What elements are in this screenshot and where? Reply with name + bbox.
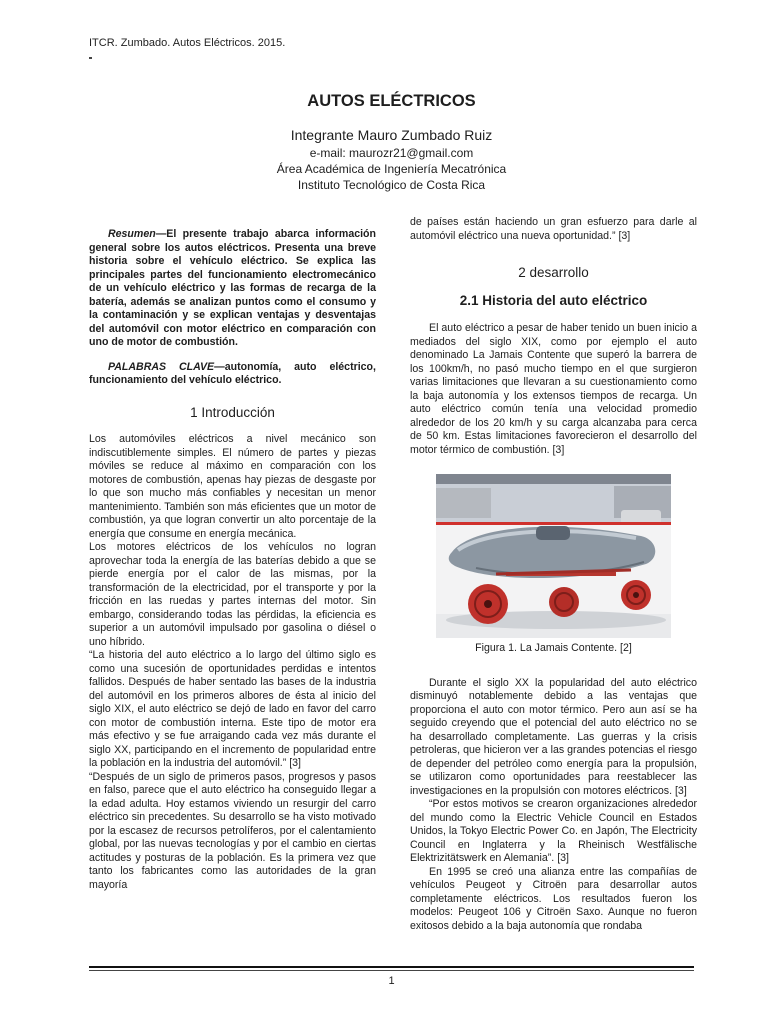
history-paragraph: “Por estos motivos se crearon organizaciones alrededor del mundo como la Electric Vehicle Council en Estados Unidos, la Tokyo Electric Power Co. en Japón, The Electricity Council en Inglaterra y la Rheinisch Westfälische Elektrizitätswerk en Alemania”. [3]	[410, 798, 697, 864]
footer-rule	[89, 966, 694, 968]
intro-paragraph: Los automóviles eléctricos a nivel mecánico son indiscutiblemente simples. El número de partes y piezas móviles se reduce al máximo en comparación con los motores de combustión, apenas hay piezas de desgaste por lo que son mucho más confiables y necesitan un menor mantenimiento. También son más eficientes que un motor de combustión, ya que logran convertir un alto porcentaje de la energía que consume en energía mecánica.	[89, 433, 376, 540]
history-paragraph: En 1995 se creó una alianza entre las compañías de vehículos Peugeot y Citroën para desarrollar autos completamente eléctricos. Los resultados fueron los modelos: Peugeot 106 y Citroën Saxo. Aunque no fueron exitosos debido a la baja autonomía que rondaba	[410, 865, 697, 932]
abstract-text: —El presente trabajo abarca información general sobre los autos eléctricos. Presenta una breve historia sobre el vehículo eléctrico. Se explica las principales partes del funcionamiento electromecánico de un vehículo eléctrico y las formas de recarga de la batería, además se analizan puntos como el consumo y la contaminación y se explican ventajas y desventajas del automóvil con motor eléctrico en comparación con uno de motor de combustión.	[89, 228, 376, 348]
footer-rule-thin	[89, 970, 694, 971]
keywords	[89, 361, 376, 388]
figure-caption: Figura 1. La Jamais Contente. [2]	[475, 642, 632, 654]
left-column	[89, 228, 376, 892]
section-heading-desarrollo: 2 desarrollo	[518, 265, 589, 280]
keywords-text: —autonomía, auto eléctrico, funcionamiento del vehículo eléctrico.	[89, 360, 376, 386]
keywords-label: PALABRAS CLAVE	[108, 360, 215, 373]
section-heading-introduccion: 1 Introducción	[190, 404, 275, 420]
paper-title: AUTOS ELÉCTRICOS	[307, 92, 476, 110]
figure-jamais-contente	[436, 474, 671, 638]
author-email[interactable]: e-mail: maurozr21@gmail.com	[309, 146, 474, 160]
abstract	[89, 228, 376, 350]
page-number: 1	[388, 975, 395, 987]
header-mark	[89, 57, 92, 59]
abstract-label: Resumen	[108, 228, 156, 240]
right-column	[410, 216, 697, 933]
intro-paragraph: Los motores eléctricos de los vehículos no logran aprovechar toda la energía de las baterías debido a que se pierde energía por el calor de las mismas, por la transformación de la electricidad, por el transporte y por la fricción en las ruedas y partes internas del motor. Sin embargo, considerando todas las pérdidas, la eficiencia es superior a un automóvil impulsado por gasolina o diésel o uno híbrido.	[89, 541, 376, 648]
running-header: ITCR. Zumbado. Autos Eléctricos. 2015.	[89, 37, 286, 49]
author-area: Área Académica de Ingeniería Mecatrónica	[276, 162, 507, 176]
intro-paragraph: “La historia del auto eléctrico a lo largo del último siglo es como una sucesión de oportunidades perdidas e intentos fallidos. Después de haber sentado las bases de la industria del automóvil en los primeros albores de ésta al inicio del siglo XIX, el auto eléctrico se dejó de lado en favor del carro con motor de combustión interna. Este tipo de motor era más efectivo y se fue arraigando cada vez más durante el siglo XX, participando en el incremento de popularidad entre la población en la industria del automóvil.” [3]	[89, 649, 376, 769]
history-paragraph: Durante el siglo XX la popularidad del auto eléctrico disminuyó notablemente debido a las ventajas que proporciona el auto con motor térmico. Pero aun así se ha seguido creyendo que el potencial del auto eléctrico no se ha desarrollado completamente. Las guerras y la crisis petroleras, que hicieron ver a las grandes potencias el riesgo de depender del petróleo como energía para la propulsión, se utilizaron como oportunidades para reestablecer las investigaciones en la propulsión con motores eléctricos. [3]	[410, 676, 697, 797]
history-paragraph: El auto eléctrico a pesar de haber tenido un buen inicio a mediados del siglo XIX, como por ejemplo el auto denominado La Jamais Contente que superó la barrera de los 100km/h, no pasó mucho tiempo en el que surgieron varias limitaciones que llevaran a su cuestionamiento como la baja autonomía y los extensos tiempos de recarga. Un auto eléctrico común tenía una velocidad promedio alrededor de los 20 km/h y su carga alcanzaba para cerca de 50 km. Estas limitaciones favorecieron el desarrollo del motor térmico de combustión. [3]	[410, 322, 697, 456]
intro-paragraph: “Después de un siglo de primeros pasos, progresos y pasos en falso, parece que el auto eléctrico ha conseguido llegar a la edad adulta. Hoy estamos viviendo un resurgir del carro eléctrico sin precedentes. Su desarrollo se ha visto motivado por la escasez de recursos petrolíferos, por el calentamiento global, por las nuevas tecnologías y por el cambio en ciertas actitudes y posturas de la población. Es la primera vez que tanto los fabricantes como las autoridades de la gran mayoría	[89, 770, 376, 891]
subsection-heading-historia: 2.1 Historia del auto eléctrico	[459, 292, 648, 308]
author-institution: Instituto Tecnológico de Costa Rica	[297, 178, 486, 192]
car-photo	[436, 474, 671, 638]
author-name: Integrante Mauro Zumbado Ruiz	[290, 127, 493, 143]
continuation-paragraph: de países están haciendo un gran esfuerzo para darle al automóvil eléctrico una nueva oportunidad.” [3]	[410, 216, 697, 242]
title-block	[89, 92, 694, 193]
